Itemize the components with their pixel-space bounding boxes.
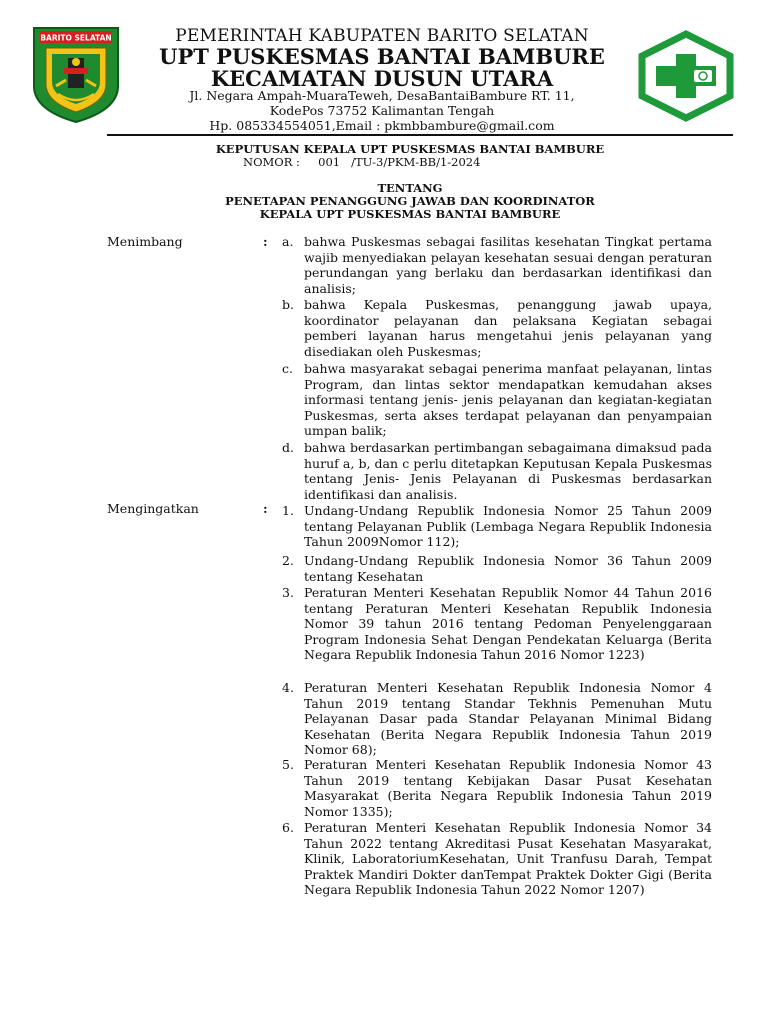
consideration-item xyxy=(282,297,712,359)
header-divider xyxy=(107,134,733,136)
consideration-item xyxy=(282,361,712,439)
consideration-item xyxy=(282,234,712,296)
item-text: bahwa berdasarkan pertimbangan sebagaimana dimaksud pada huruf a, b, dan c perlu ditetapkan Keputusan Kepala Puskesmas tentang Jenis- Jenis Pelayanan di Puskesmas berdasarkan identifikasi dan analisis. xyxy=(304,440,712,502)
item-text: bahwa Kepala Puskesmas, penanggung jawab upaya, koordinator pelayanan dan pelaksana Kegiatan sebagai pemberi layanan harus mengetahui jenis pelayanan yang disediakan oleh Puskesmas; xyxy=(304,297,712,359)
emblem-banner-text: BARITO SELATAN xyxy=(40,33,112,43)
decree-title: KEPUTUSAN KEPALA UPT PUSKESMAS BANTAI BAMBURE xyxy=(215,142,605,156)
item-text: Peraturan Menteri Kesehatan Republik Nomor 44 Tahun 2016 tentang Peraturan Menteri Kesehatan Republik Indonesia Nomor 39 tahun 2016 tentang Pedoman Penyelenggaraan Program Indonesia Sehat Dengan Pendekatan Keluarga (Berita Negara Republik Indonesia Tahun 2016 Nomor 1223) xyxy=(304,585,712,663)
item-marker: b. xyxy=(282,297,294,312)
legal-basis-item xyxy=(282,585,712,663)
item-marker: 1. xyxy=(282,503,294,518)
subject-line: PENETAPAN PENANGGUNG JAWAB DAN KOORDINATOR xyxy=(225,194,595,208)
item-text: Undang-Undang Republik Indonesia Nomor 36 Tahun 2009 tentang Kesehatan xyxy=(304,553,712,584)
consideration-item xyxy=(282,440,712,502)
item-marker: a. xyxy=(282,234,294,249)
organization-name: UPT PUSKESMAS BANTAI BAMBURE xyxy=(159,44,605,69)
contact-line: Hp. 085334554051,Email : pkmbbambure@gmail.com xyxy=(209,118,555,133)
item-text: Undang-Undang Republik Indonesia Nomor 25 Tahun 2009 tentang Pelayanan Publik (Lembaga Negara Republik Indonesia Tahun 2009Nomor 112); xyxy=(304,503,712,550)
item-marker: d. xyxy=(282,440,294,455)
section-colon: : xyxy=(263,501,268,516)
legal-basis-item xyxy=(282,503,712,550)
subject-line: KEPALA UPT PUSKESMAS BANTAI BAMBURE xyxy=(259,207,561,221)
menimbang-label: Menimbang xyxy=(107,234,183,249)
government-name: PEMERINTAH KABUPATEN BARITO SELATAN xyxy=(175,26,589,46)
address-line: Jl. Negara Ampah-MuaraTeweh, DesaBantaiBambure RT. 11, xyxy=(189,88,575,103)
item-text: Peraturan Menteri Kesehatan Republik Indonesia Nomor 34 Tahun 2022 tentang Akreditasi Pusat Kesehatan Masyarakat, Klinik, LaboratoriumKesehatan, Unit Tranfusu Darah, Tempat Praktek Mandiri Dokter danTempat Praktek Dokter Gigi (Berita Negara Republik Indonesia Tahun 2022 Nomor 1207) xyxy=(304,820,712,898)
item-marker: 5. xyxy=(282,757,294,772)
item-marker: c. xyxy=(282,361,293,376)
legal-basis-item xyxy=(282,680,712,758)
item-marker: 2. xyxy=(282,553,294,568)
decree-number: NOMOR : 001 /TU-3/PKM-BB/1-2024 xyxy=(243,155,481,169)
puskesmas-logo-icon xyxy=(634,30,738,122)
legal-basis-item xyxy=(282,553,712,584)
item-marker: 6. xyxy=(282,820,294,835)
item-marker: 3. xyxy=(282,585,294,600)
district-name: KECAMATAN DUSUN UTARA xyxy=(210,66,554,91)
item-text: Peraturan Menteri Kesehatan Republik Indonesia Nomor 43 Tahun 2019 tentang Kebijakan Dasar Pusat Kesehatan Masyarakat (Berita Negara Republik Indonesia Tahun 2019 Nomor 1335); xyxy=(304,757,712,819)
legal-basis-item xyxy=(282,757,712,819)
legal-basis-item xyxy=(282,820,712,898)
section-colon: : xyxy=(263,234,268,249)
item-marker: 4. xyxy=(282,680,294,695)
about-heading: TENTANG xyxy=(377,181,443,195)
regency-emblem-icon xyxy=(30,24,122,124)
mengingatkan-label: Mengingatkan xyxy=(107,501,199,516)
postal-line: KodePos 73752 Kalimantan Tengah xyxy=(269,103,495,118)
item-text: bahwa masyarakat sebagai penerima manfaat pelayanan, lintas Program, dan lintas sektor mendapatkan kemudahan akses informasi tentang jenis- jenis pelayanan dan kegiatan-kegiatan Puskesmas, serta akses terdapat pelayanan dan penyampaian umpan balik; xyxy=(304,361,712,439)
item-text: Peraturan Menteri Kesehatan Republik Indonesia Nomor 4 Tahun 2019 tentang Standar Tekhnis Pemenuhan Mutu Pelayanan Dasar pada Standar Pelayanan Minimal Bidang Kesehatan (Berita Negara Republik Indonesia Tahun 2019 Nomor 68); xyxy=(304,680,712,758)
item-text: bahwa Puskesmas sebagai fasilitas kesehatan Tingkat pertama wajib menyediakan pelayan kesehatan sesuai dengan peraturan perundangan yang berlaku dan berdasarkan identifikasi dan analisis; xyxy=(304,234,712,296)
